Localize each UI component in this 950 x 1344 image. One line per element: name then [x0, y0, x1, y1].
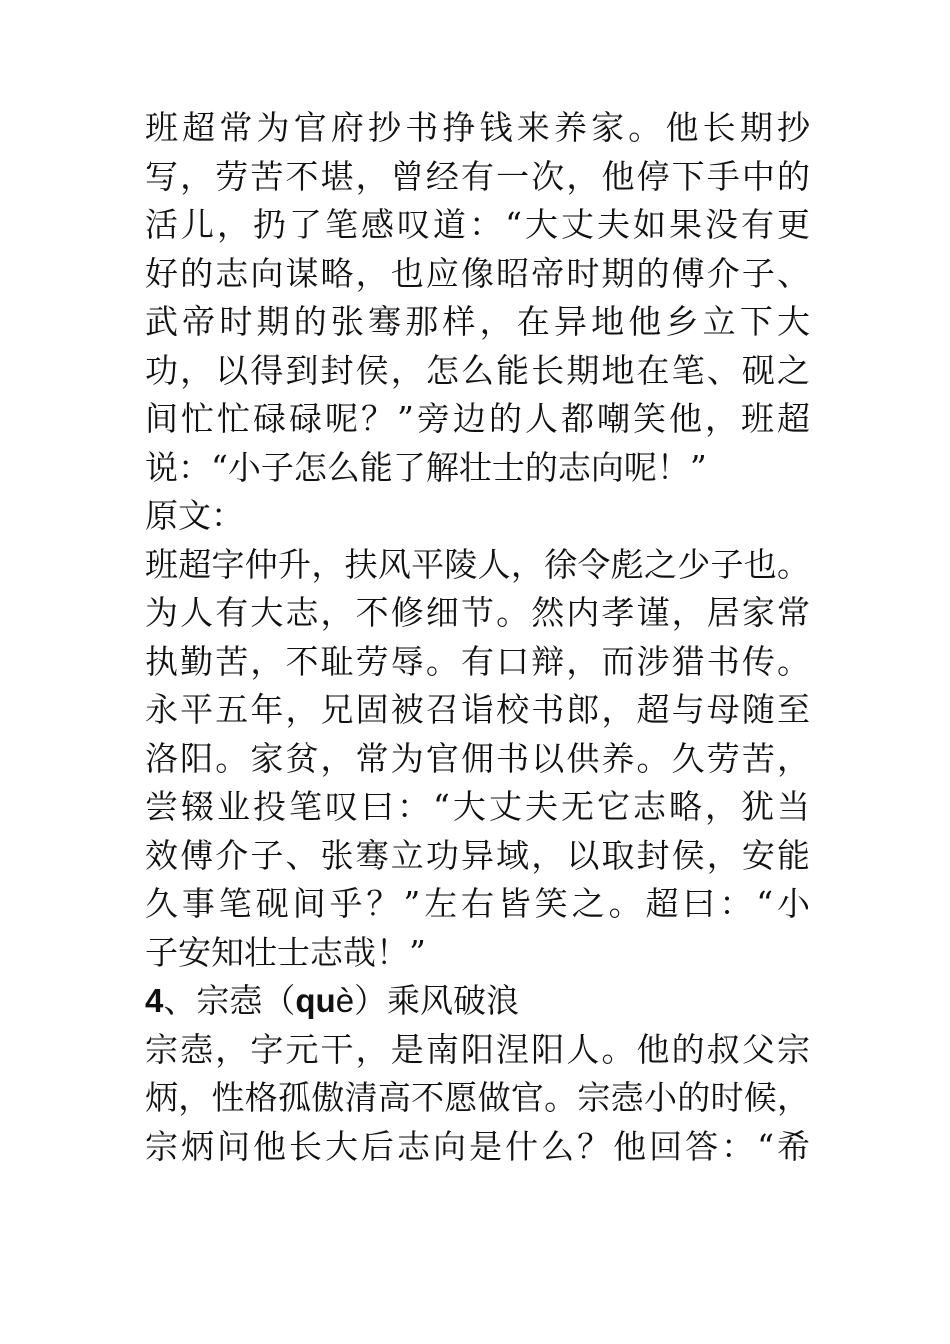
section-title-start: 、宗悫（	[163, 981, 296, 1020]
text-line: 功，以得到封侯，怎么能长期地在笔、砚之	[145, 350, 810, 390]
text-line: 洛阳。家贫，常为官佣书以供养。久劳苦，	[145, 738, 810, 778]
paragraph-story	[145, 1026, 810, 1172]
text-line: 炳，性格孤傲清高不愿做官。宗悫小的时候，	[145, 1078, 810, 1117]
text-line: 久事笔砚间乎？”左右皆笑之。超曰：“小	[145, 884, 810, 923]
text-line: 为人有大志，不修细节。然内孝谨，居家常	[145, 593, 810, 632]
document-page	[145, 104, 810, 1171]
text-line: 效傅介子、张骞立功异域，以取封侯，安能	[145, 835, 810, 875]
text-line: 执勤苦，不耻劳辱。有口辩，而涉猎书传。	[145, 641, 810, 681]
text-line: 宗悫，字元干，是南阳涅阳人。他的叔父宗	[145, 1029, 810, 1069]
text-line: 好的志向谋略，也应像昭帝时期的傅介子、	[145, 253, 810, 293]
text-line: 永平五年，兄固被召诣校书郎，超与母随至	[145, 690, 810, 729]
pinyin-letters: qu	[295, 982, 336, 1019]
pinyin-tone: è	[335, 982, 355, 1019]
text-line: 班超字仲升，扶风平陵人，徐令彪之少子也。	[145, 544, 810, 584]
paragraph-original	[145, 541, 810, 978]
text-line: 间忙忙碌碌呢？”旁边的人都嘲笑他，班超	[145, 399, 810, 438]
text-line: 宗炳问他长大后志向是什么？他回答：“希	[145, 1126, 810, 1166]
original-text-label: 原文：	[145, 496, 244, 535]
text-line: 活儿，扔了笔感叹道：“大丈夫如果没有更	[145, 205, 810, 244]
text-line: 尝辍业投笔叹曰：“大丈夫无它志略，犹当	[145, 787, 810, 826]
text-line: 子安知壮士志哉！”	[145, 932, 426, 972]
section-title-end: ）乘风破浪	[354, 981, 520, 1020]
section-number: 4	[145, 982, 164, 1019]
text-line: 武帝时期的张骞那样，在异地他乡立下大	[145, 302, 810, 341]
section-heading	[145, 977, 810, 1026]
text-line: 说：“小子怎么能了解壮士的志向呢！”	[145, 447, 707, 487]
paragraph-translation	[145, 104, 810, 492]
text-line: 写，劳苦不堪，曾经有一次，他停下手中的	[145, 156, 810, 196]
text-line: 班超常为官府抄书挣钱来养家。他长期抄	[145, 108, 810, 147]
